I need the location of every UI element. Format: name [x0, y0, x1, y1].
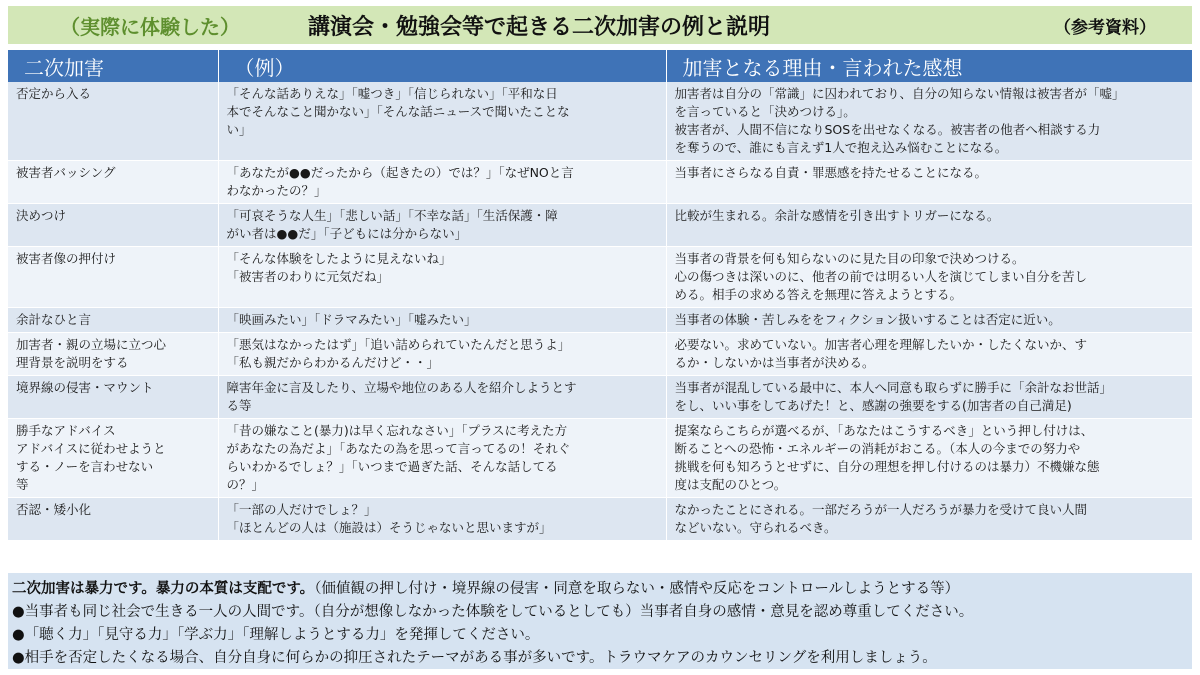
- example-cell: [218, 82, 666, 161]
- cell-text-line: 当事者が混乱している最中に、本人へ同意も取らずに勝手に「余計なお世話」: [674, 380, 1113, 395]
- cell-text-line: るか・しないかは当事者が決める。: [674, 355, 875, 370]
- cell-text-line: 本でそんなこと聞かない」「そんな話ニュースで聞いたことな: [226, 104, 570, 119]
- cell-text-line: る等: [226, 398, 252, 413]
- example-cell: [218, 161, 666, 204]
- cell-text-line: 被害者像の押付け: [16, 251, 117, 266]
- harm-type-cell: [8, 376, 218, 419]
- example-cell: [218, 333, 666, 376]
- example-cell: [218, 498, 666, 541]
- example-cell: [218, 308, 666, 333]
- example-cell: [218, 376, 666, 419]
- cell-text-line: める。相手の求める答えを無理に答えようとする。: [674, 287, 963, 302]
- cell-text-line: をし、いい事をしてあげた！と、感謝の強要をする(加害者の自己満足): [674, 398, 1072, 413]
- harm-type-cell: [8, 161, 218, 204]
- reason-cell: [666, 161, 1192, 204]
- harm-type-cell: [8, 498, 218, 541]
- cell-text-line: 否認・矮小化: [16, 502, 92, 517]
- cell-text-line: 加害者・親の立場に立つ心: [16, 337, 167, 352]
- reason-cell: [666, 247, 1192, 308]
- column-header-reason: 加害となる理由・言われた感想: [666, 50, 1192, 82]
- cell-text-line: 被害者が、人間不信になりSOSを出せなくなる。被害者の他者へ相談する力: [674, 122, 1101, 137]
- summary-lead: [12, 577, 959, 598]
- page-title: 講演会・勉強会等で起きる二次加害の例と説明: [308, 14, 771, 40]
- cell-text-line: 度は支配のひとつ。: [674, 477, 787, 492]
- table-row: [8, 376, 1192, 419]
- cell-text-line: 障害年金に言及したり、立場や地位のある人を紹介しようとす: [226, 380, 577, 395]
- reason-cell: [666, 308, 1192, 333]
- summary-point: ●「聴く力」「見守る力」「学ぶ力」「理解しようとする力」を発揮してください。: [12, 627, 540, 643]
- reference-note: （参考資料）: [1054, 17, 1156, 38]
- table-body: [8, 82, 1192, 541]
- reason-cell: [666, 498, 1192, 541]
- table-row: [8, 247, 1192, 308]
- cell-text-line: 加害者は自分の「常識」に囚われており、自分の知らない情報は被害者が「嘘」: [674, 86, 1125, 101]
- cell-text-line: 余計なひと言: [16, 312, 92, 327]
- cell-text-line: を言っていると「決めつける」。: [674, 104, 856, 119]
- cell-text-line: らいわかるでしょ？」「いつまで過ぎた話、そんな話してる: [226, 459, 558, 474]
- cell-text-line: 「ほとんどの人は（施設は）そうじゃないと思いますが」: [226, 520, 552, 535]
- table-row: [8, 82, 1192, 161]
- title-prefix: （実際に体験した）: [60, 14, 240, 39]
- column-header-example: （例）: [218, 50, 666, 82]
- cell-text-line: 決めつけ: [16, 208, 67, 223]
- cell-text-line: 「被害者のわりに元気だね」: [226, 269, 390, 284]
- cell-text-line: 必要ない。求めていない。加害者心理を理解したいか・したくないか、す: [674, 337, 1088, 352]
- table-row: [8, 308, 1192, 333]
- cell-text-line: を奪うので、誰にも言えず1人で抱え込み悩むことになる。: [674, 140, 1008, 155]
- reason-cell: [666, 333, 1192, 376]
- cell-text-line: 断ることへの恐怖・エネルギーの消耗がおこる。（本人の今までの努力や: [674, 441, 1081, 456]
- cell-text-line: 被害者バッシング: [16, 165, 116, 180]
- reason-cell: [666, 376, 1192, 419]
- example-cell: [218, 204, 666, 247]
- cell-text-line: 「そんな体験をしたように見えないね」: [226, 251, 452, 266]
- cell-text-line: 比較が生まれる。余計な感情を引き出すトリガーになる。: [674, 208, 1000, 223]
- summary-lead-bold: 二次加害は暴力です。暴力の本質は支配です。: [12, 581, 315, 597]
- column-header-type: 二次加害: [8, 50, 218, 82]
- cell-text-line: 「昔の嫌なこと(暴力)は早く忘れなさい」「プラスに考えた方: [226, 423, 568, 438]
- cell-text-line: 「あなたが●●だったから（起きたの）では？」「なぜNOと言: [226, 165, 574, 180]
- reason-cell: [666, 419, 1192, 498]
- summary-point: ●当事者も同じ社会で生きる一人の人間です。（自分が想像しなかった体験をしているとしても）当事者自身の感情・意見を認め尊重してください。: [12, 604, 974, 620]
- harm-type-cell: [8, 247, 218, 308]
- example-cell: [218, 419, 666, 498]
- reason-cell: [666, 82, 1192, 161]
- cell-text-line: 理背景を説明をする: [16, 355, 129, 370]
- table-row: [8, 204, 1192, 247]
- cell-text-line: 「私も親だからわかるんだけど・・」: [226, 355, 440, 370]
- example-cell: [218, 247, 666, 308]
- cell-text-line: 挑戦を何も知ろうとせずに、自分の理想を押し付けるのは暴力）不機嫌な態: [674, 459, 1100, 474]
- cell-text-line: の？」: [226, 477, 265, 492]
- table-row: [8, 419, 1192, 498]
- summary-box: [8, 573, 1192, 669]
- cell-text-line: 当事者にさらなる自責・罪悪感を持たせることになる。: [674, 165, 988, 180]
- table-row: [8, 498, 1192, 541]
- harm-type-cell: [8, 308, 218, 333]
- harm-type-cell: [8, 419, 218, 498]
- cell-text-line: などいない。守られるべき。: [674, 520, 837, 535]
- cell-text-line: がい者は●●だ」「子どもには分からない」: [226, 226, 468, 241]
- cell-text-line: する・ノーを言わせない: [16, 459, 154, 474]
- cell-text-line: 境界線の侵害・マウント: [16, 380, 154, 395]
- cell-text-line: い」: [226, 122, 252, 137]
- harm-type-cell: [8, 333, 218, 376]
- cell-text-line: 否定から入る: [16, 86, 92, 101]
- cell-text-line: なかったことにされる。一部だろうが一人だろうが暴力を受けて良い人間: [674, 502, 1088, 517]
- secondary-harm-table: [8, 50, 1193, 541]
- table-header-row: [8, 50, 1192, 82]
- reason-cell: [666, 204, 1192, 247]
- cell-text-line: があなたの為だよ」「あなたの為を思って言ってるの！それぐ: [226, 441, 571, 456]
- cell-text-line: 当事者の背景を何も知らないのに見た目の印象で決めつける。: [674, 251, 1025, 266]
- cell-text-line: 「映画みたい」「ドラマみたい」「嘘みたい」: [226, 312, 477, 327]
- cell-text-line: アドバイスに従わせようと: [16, 441, 166, 456]
- cell-text-line: 「可哀そうな人生」「悲しい話」「不幸な話」「生活保護・障: [226, 208, 558, 223]
- table-row: [8, 161, 1192, 204]
- cell-text-line: 勝手なアドバイス: [16, 423, 116, 438]
- cell-text-line: 「悪気はなかったはず」「追い詰められていたんだと思うよ」: [226, 337, 571, 352]
- cell-text-line: 等: [16, 477, 29, 492]
- cell-text-line: 当事者の体験・苦しみををフィクション扱いすることは否定に近い。: [674, 312, 1061, 327]
- cell-text-line: 「一部の人だけでしょ？」: [226, 502, 377, 517]
- cell-text-line: 「そんな話ありえな」「嘘つき」「信じられない」「平和な日: [226, 86, 558, 101]
- harm-type-cell: [8, 204, 218, 247]
- cell-text-line: 心の傷つきは深いのに、他者の前では明るい人を演じてしまい自分を苦し: [674, 269, 1088, 284]
- summary-point: ●相手を否定したくなる場合、自分自身に何らかの抑圧されたテーマがある事が多いです。トラウマケアのカウンセリングを利用しましょう。: [12, 650, 937, 666]
- title-bar: [8, 6, 1192, 44]
- table-row: [8, 333, 1192, 376]
- harm-type-cell: [8, 82, 218, 161]
- summary-lead-rest: （価値観の押し付け・境界線の侵害・同意を取らない・感情や反応をコントロールしようとする等）: [314, 581, 960, 597]
- cell-text-line: 提案ならこちらが選べるが、「あなたはこうするべき」という押し付けは、: [674, 423, 1094, 438]
- cell-text-line: わなかったの？」: [226, 183, 327, 198]
